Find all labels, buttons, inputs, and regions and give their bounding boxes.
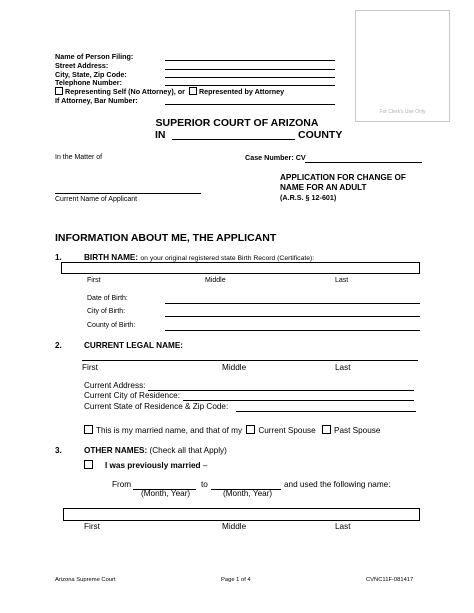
bar-number-label: If Attorney, Bar Number: (55, 96, 138, 105)
legal-last-label: Last (335, 363, 351, 372)
birth-name-number: 1. (55, 253, 62, 262)
legal-first-label: First (82, 363, 98, 372)
birth-last-label: Last (335, 277, 349, 284)
birth-middle-label: Middle (205, 277, 226, 284)
name-of-person-filing-label: Name of Person Filing: (55, 52, 134, 61)
street-address-field[interactable] (165, 69, 335, 70)
legal-name-title: CURRENT LEGAL NAME: (84, 341, 184, 350)
birth-name-title: BIRTH NAME: (84, 253, 139, 262)
current-name-of-applicant-field[interactable] (55, 193, 201, 194)
footer-form-code: CVNC11F-081417 (366, 577, 414, 583)
previously-married-label: I was previously married (105, 461, 201, 470)
representation-row (55, 87, 284, 96)
street-address-label: Street Address: (55, 61, 109, 70)
past-spouse-checkbox[interactable] (322, 425, 331, 434)
county-label: COUNTY (298, 129, 343, 141)
clerk-use-label: For Clerk's Use Only (379, 109, 426, 115)
section-heading: INFORMATION ABOUT ME, THE APPLICANT (55, 232, 277, 244)
current-spouse-label: Current Spouse (258, 426, 316, 435)
birth-name-input[interactable] (61, 262, 420, 274)
case-number-field[interactable] (305, 162, 422, 163)
application-title-line1: APPLICATION FOR CHANGE OF (280, 173, 406, 182)
married-name-label: This is my married name, and that of my (96, 426, 243, 435)
represented-by-attorney-checkbox[interactable] (189, 87, 197, 95)
name-of-person-filing-field[interactable] (165, 60, 335, 61)
past-spouse-label: Past Spouse (333, 426, 381, 435)
bar-number-field[interactable] (165, 104, 335, 105)
city-of-birth-label: City of Birth: (87, 308, 126, 315)
to-month-year-hint: (Month, Year) (223, 489, 273, 498)
footer-page-number: Page 1 of 4 (221, 577, 251, 583)
representing-self-label: Representing Self (No Attorney), or (65, 87, 185, 96)
ars-citation: (A.R.S. § 12-601) (280, 193, 337, 202)
other-middle-label: Middle (222, 522, 247, 531)
case-number-label: Case Number: CV (245, 153, 306, 162)
from-label: From (112, 480, 132, 489)
used-following-name-label: and used the following name: (284, 480, 391, 489)
current-address-field[interactable] (148, 390, 414, 391)
date-of-birth-label: Date of Birth: (87, 295, 128, 302)
date-of-birth-field[interactable] (165, 303, 420, 304)
other-names-number: 3. (55, 446, 62, 455)
other-last-label: Last (335, 522, 351, 531)
county-of-birth-label: County of Birth: (87, 322, 136, 329)
legal-name-number: 2. (55, 341, 62, 350)
other-names-title: OTHER NAMES: (84, 446, 148, 455)
birth-name-subtitle: on your original registered state Birth Record (Certificate): (140, 255, 315, 262)
married-name-checkbox[interactable] (84, 425, 93, 434)
other-name-input[interactable] (63, 508, 420, 521)
other-names-heading (84, 446, 227, 456)
telephone-number-label: Telephone Number: (55, 78, 122, 87)
application-title (280, 173, 406, 203)
previously-married-checkbox[interactable] (84, 460, 93, 469)
application-title-line2: NAME FOR AN ADULT (280, 183, 367, 192)
other-names-note: (Check all that Apply) (149, 446, 227, 455)
clerk-use-box (355, 10, 450, 122)
other-first-label: First (84, 522, 100, 531)
current-city-field[interactable] (183, 400, 414, 401)
to-label: to (201, 480, 208, 489)
previously-married-row (84, 460, 207, 471)
city-state-zip-field[interactable] (165, 77, 335, 78)
current-address-label: Current Address: (84, 381, 146, 390)
telephone-number-field[interactable] (165, 85, 335, 86)
married-name-row (84, 425, 380, 436)
city-state-zip-label: City, State, Zip Code: (55, 70, 127, 79)
representing-self-checkbox[interactable] (55, 87, 63, 95)
city-of-birth-field[interactable] (165, 316, 420, 317)
current-state-label: Current State of Residence & Zip Code: (84, 402, 229, 411)
birth-first-label: First (87, 277, 101, 284)
legal-middle-label: Middle (222, 363, 247, 372)
legal-name-field[interactable] (82, 360, 418, 361)
county-name-field[interactable] (172, 139, 295, 140)
represented-by-attorney-label: Represented by Attorney (198, 87, 285, 96)
previously-married-dash: – (202, 461, 208, 470)
current-name-of-applicant-label: Current Name of Applicant (55, 196, 138, 203)
current-city-label: Current City of Residence: (84, 391, 181, 400)
current-spouse-checkbox[interactable] (246, 425, 255, 434)
current-state-zip-field[interactable] (236, 411, 416, 412)
footer-left: Arizona Supreme Court (55, 577, 116, 583)
court-in-label: IN (155, 129, 166, 141)
in-the-matter-label: In the Matter of (55, 154, 103, 161)
from-month-year-hint: (Month, Year) (141, 489, 191, 498)
county-of-birth-field[interactable] (165, 330, 420, 331)
court-title: SUPERIOR COURT OF ARIZONA (155, 117, 319, 129)
